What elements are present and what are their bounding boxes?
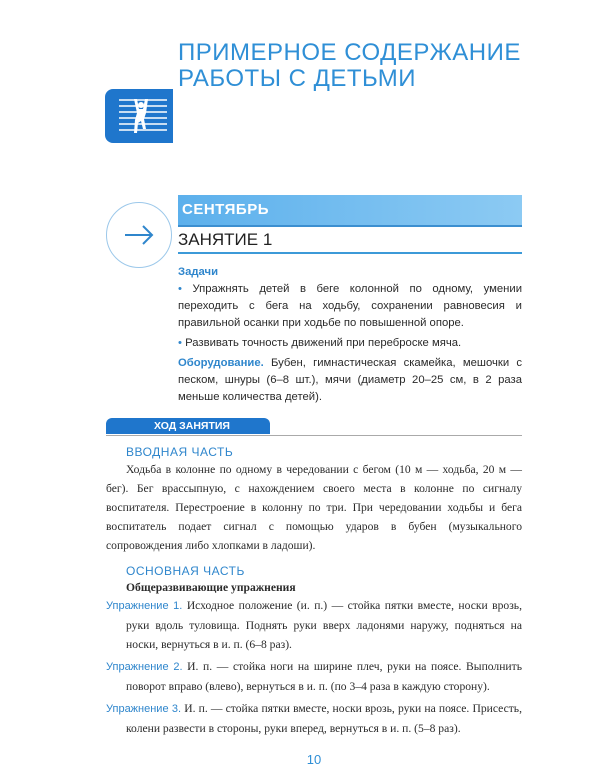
exercise-item: [106, 699, 522, 738]
tasks-block: [178, 264, 522, 406]
main-subheading: Общеразвивающие упражнения: [126, 581, 296, 594]
page-number: 10: [306, 752, 322, 767]
equipment-text: Бубен, гимнастическая скамейка, мешочки с песком, шнуры (6–8 шт.), мячи (диаметр 20–25 см, в 2 раза меньше количества детей).: [178, 357, 522, 403]
task-item: [178, 281, 522, 332]
exercise-label: Упражнение 2.: [106, 661, 183, 673]
task-text: Упражнять детей в беге колонной по одному, умении переходить с бега на ходьбу, сохранении равновесия и правильной осанки при ходьбе по повышенной опоре.: [178, 283, 523, 329]
chapter-title: [178, 40, 521, 92]
exercise-text: Исходное положение (и. п.) — стойка пятки вместе, носки врозь, руки вдоль туловища. Поднять руки вверх ладонями наружу, подняться на носки, вернуться в и. п. (6–8 раз).: [126, 599, 522, 651]
chapter-title-line1: ПРИМЕРНОЕ СОДЕРЖАНИЕ: [178, 39, 521, 66]
exercise-item: [106, 596, 522, 654]
main-section: [106, 563, 522, 738]
exercise-item: [106, 657, 522, 696]
intro-text: Ходьба в колонне по одному в чередовании с бегом (10 м — ходьба, 20 м — бег). Бег врассыпную, с нахождением своего места в колонне по сигналу воспитателя. Перестроение в колонну по три. При чередовании ходьбы и бега воспитатель подает сигнал с помощью ударов в бубен (музыкального сопровождения либо хлопками в ладоши).: [106, 463, 522, 552]
content-flow: [106, 264, 522, 768]
climbing-child-icon: [105, 89, 173, 143]
chapter-title-line2: РАБОТЫ С ДЕТЬМИ: [178, 65, 417, 92]
lesson-title: ЗАНЯТИЕ 1: [178, 230, 522, 254]
task-text: Развивать точность движений при переброске мяча.: [185, 337, 462, 349]
month-banner: [178, 195, 522, 227]
progress-tab-row: [106, 418, 522, 436]
main-heading: ОСНОВНАЯ ЧАСТЬ: [126, 564, 245, 578]
exercise-text: И. п. — стойка ноги на ширине плеч, руки на поясе. Выполнить поворот вправо (влево), вернуться в и. п. (по 3–4 раза в каждую сторону).: [126, 660, 522, 693]
progress-tab-label: ХОД ЗАНЯТИЯ: [154, 420, 230, 432]
equipment: [178, 355, 522, 406]
intro-heading: ВВОДНАЯ ЧАСТЬ: [126, 445, 234, 459]
exercise-text: И. п. — стойка пятки вместе, носки врозь, руки на поясе. Присесть, колени развести в стороны, руки вперед, вернуться в и. п. (5–8 раз).: [126, 702, 522, 735]
exercise-label: Упражнение 3.: [106, 703, 182, 715]
task-item: [178, 335, 522, 352]
bullet-icon: •: [178, 283, 182, 295]
progress-tab: [106, 418, 270, 434]
bullet-icon: •: [178, 337, 182, 349]
tasks-heading: Задачи: [178, 266, 219, 278]
exercise-label: Упражнение 1.: [106, 600, 183, 612]
equipment-label: Оборудование.: [178, 357, 264, 369]
month-label: СЕНТЯБРЬ: [182, 201, 269, 218]
arrow-right-icon: [106, 202, 172, 268]
intro-section: [106, 444, 522, 555]
